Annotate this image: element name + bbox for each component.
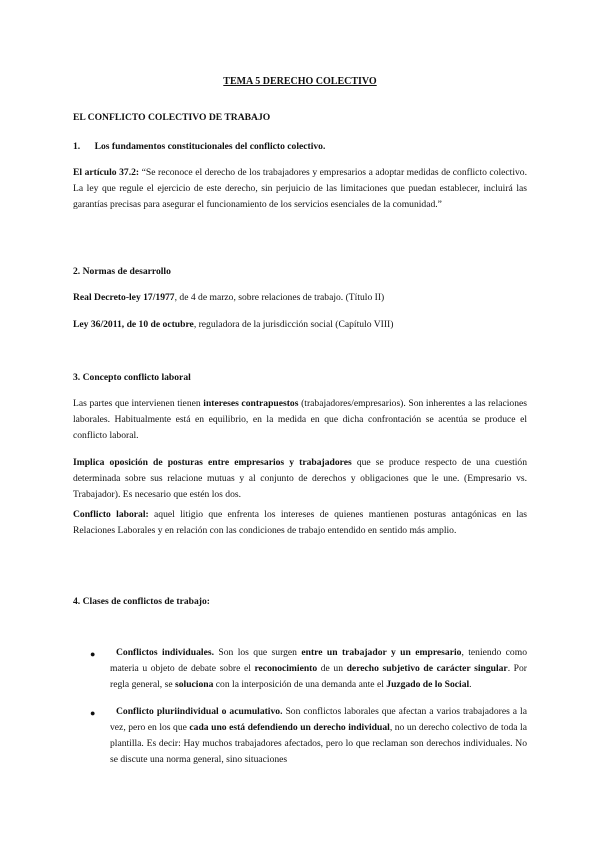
bold-run: Conflicto laboral: [73, 509, 149, 520]
law-reference-1: Real Decreto-ley 17/1977 [73, 292, 175, 303]
text-run: de un [317, 663, 347, 674]
law-reference-2: Ley 36/2011, de 10 de octubre [73, 319, 194, 330]
law-text-1: , de 4 de marzo, sobre relaciones de trabajo. (Título II) [174, 292, 385, 303]
section-4-heading: 4. Clases de conflictos de trabajo: [73, 596, 210, 607]
text-run: Son los que surgen [213, 647, 302, 658]
article-reference: El artículo 37.2: [73, 167, 140, 178]
section-1-paragraph [73, 165, 527, 213]
bold-run: Implica oposición de posturas entre empresarios y trabajadores [73, 457, 352, 468]
text-run: . [469, 679, 472, 690]
text-run: , no un derecho colectivo de toda la plantilla. Es decir: Hay muchos trabajadores afectados, pero lo que reclaman son derechos individuales. No se discute una norma general, sino situaciones [110, 722, 527, 765]
document-title: TEMA 5 DERECHO COLECTIVO [223, 76, 377, 87]
bold-run: Juzgado de lo Social [386, 679, 470, 690]
list-item-conflictos-individuales [110, 645, 527, 693]
bold-run: Conflicto pluriindividual o acumulativo. [116, 706, 283, 717]
text-run: Las partes que intervienen tienen [73, 398, 204, 409]
list-item-conflicto-pluriindividual [110, 704, 527, 768]
bullet-icon: ● [90, 649, 96, 659]
text-run: que se produce respecto de una cuestión determinada sobre sus relacione mutuas y al conjunto de derechos y obligaciones que le une. (Empresario vs. Trabajador). Es necesario que estén los dos. [73, 457, 528, 500]
law-text-2: , reguladora de la jurisdicción social (Capítulo VIII) [193, 319, 394, 330]
bold-run: cada uno está defendiendo un derecho individual [189, 722, 390, 733]
bold-run: reconocimiento [254, 663, 318, 674]
text-run: Son conflictos laborales que afectan a varios trabajadores a la vez, pero en los que [110, 706, 527, 733]
bold-run: derecho subjetivo de carácter singular [346, 663, 508, 674]
section-3-paragraph-2 [73, 455, 527, 503]
section-3-heading: 3. Concepto conflicto laboral [73, 372, 191, 383]
section-1-heading: 1. Los fundamentos constitucionales del conflicto colectivo. [73, 141, 326, 152]
section-2-paragraph-1 [73, 290, 527, 306]
section-title: EL CONFLICTO COLECTIVO DE TRABAJO [73, 112, 271, 123]
bold-run: soluciona [175, 679, 214, 690]
article-text: “Se reconoce el derecho de los trabajadores y empresarios a adoptar medidas de conflicto colectivo. La ley que regule el ejercicio de este derecho, sin perjuicio de las limitaciones que puedan establecer, incluirá las garantías precisas para asegurar el funcionamiento de los servicios esenciales de la comunidad.” [73, 167, 527, 210]
bullet-icon: ● [90, 708, 96, 718]
bold-run: entre un trabajador y un empresario [301, 647, 462, 658]
text-run: (trabajadores/empresarios). Son inherentes a las relaciones laborales. Habitualmente está en equilibrio, en la medida en que dicha confrontación se acentúa se produce el conflicto laboral. [73, 398, 528, 441]
bold-run: Conflictos individuales. [116, 647, 214, 658]
section-3-paragraph-3 [73, 507, 527, 539]
text-run: . Por regla general, se [110, 663, 528, 690]
section-3-paragraph-1 [73, 396, 527, 444]
text-run: aquel litigio que enfrenta los intereses de quienes mantienen posturas antagónicas en las Relaciones Laborales y en relación con las condiciones de trabajo entendido en sentido más amplio. [73, 509, 527, 536]
section-2-heading: 2. Normas de desarrollo [73, 266, 171, 277]
section-2-paragraph-2 [73, 317, 527, 333]
text-run: , teniendo como materia u objeto de debate sobre el [110, 647, 527, 674]
text-run: con la interposición de una demanda ante el [213, 679, 387, 690]
bold-run: intereses contrapuestos [203, 398, 299, 409]
